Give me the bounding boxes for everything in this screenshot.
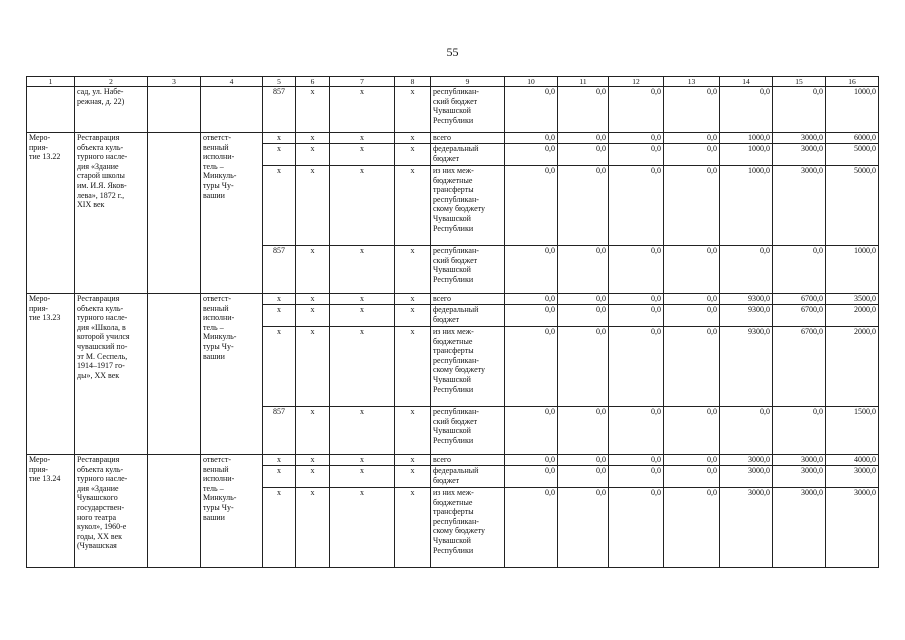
value-cell: 3500,0 bbox=[826, 294, 879, 305]
code-cell: х bbox=[296, 327, 330, 407]
executor-cell: ответст- венный исполни- тель – Минкуль- туры Чу- вашии bbox=[201, 455, 263, 568]
code-cell: 857 bbox=[263, 407, 296, 455]
measure-cell: Меро- прия- тие 13.23 bbox=[27, 294, 75, 455]
code-cell: х bbox=[330, 166, 395, 246]
value-cell: 0,0 bbox=[558, 455, 609, 466]
value-cell: 0,0 bbox=[664, 455, 720, 466]
funding-source-cell: из них меж- бюджетные трансферты республикан- скому бюджету Чувашской Республики bbox=[431, 488, 505, 568]
column-header: 14 bbox=[720, 77, 773, 87]
code-cell: х bbox=[395, 407, 431, 455]
funding-source-cell: республикан- ский бюджет Чувашской Республики bbox=[431, 246, 505, 294]
object-name-cell: Реставрация объекта куль- турного насле- дия «Школа, в которой учился чувашский по- эт М. Сеспель, 1914–1917 го- ды», XX век bbox=[75, 294, 148, 455]
column-header: 12 bbox=[609, 77, 664, 87]
value-cell: 3000,0 bbox=[773, 488, 826, 568]
value-cell: 0,0 bbox=[505, 144, 558, 166]
value-cell: 0,0 bbox=[609, 305, 664, 327]
value-cell: 0,0 bbox=[558, 144, 609, 166]
value-cell: 0,0 bbox=[558, 246, 609, 294]
funding-source-cell: всего bbox=[431, 294, 505, 305]
empty-cell bbox=[148, 87, 201, 133]
code-cell: х bbox=[263, 133, 296, 144]
code-cell: х bbox=[296, 246, 330, 294]
code-cell: х bbox=[330, 246, 395, 294]
value-cell: 0,0 bbox=[773, 407, 826, 455]
code-cell: х bbox=[296, 144, 330, 166]
empty-cell bbox=[148, 133, 201, 294]
value-cell: 0,0 bbox=[664, 466, 720, 488]
value-cell: 6000,0 bbox=[826, 133, 879, 144]
value-cell: 0,0 bbox=[558, 407, 609, 455]
code-cell: х bbox=[296, 455, 330, 466]
value-cell: 3000,0 bbox=[826, 488, 879, 568]
value-cell: 5000,0 bbox=[826, 144, 879, 166]
value-cell: 0,0 bbox=[664, 327, 720, 407]
value-cell: 0,0 bbox=[505, 246, 558, 294]
column-header: 6 bbox=[296, 77, 330, 87]
code-cell: х bbox=[395, 87, 431, 133]
value-cell: 1000,0 bbox=[720, 144, 773, 166]
value-cell: 0,0 bbox=[609, 407, 664, 455]
code-cell: х bbox=[395, 144, 431, 166]
column-header: 3 bbox=[148, 77, 201, 87]
column-header: 16 bbox=[826, 77, 879, 87]
code-cell: 857 bbox=[263, 87, 296, 133]
executor-cell: ответст- венный исполни- тель – Минкуль- туры Чу- вашии bbox=[201, 133, 263, 294]
funding-source-cell: федеральный бюджет bbox=[431, 466, 505, 488]
value-cell: 0,0 bbox=[505, 466, 558, 488]
column-header: 7 bbox=[330, 77, 395, 87]
code-cell: х bbox=[263, 327, 296, 407]
code-cell: х bbox=[296, 466, 330, 488]
funding-source-cell: федеральный бюджет bbox=[431, 305, 505, 327]
value-cell: 0,0 bbox=[609, 144, 664, 166]
value-cell: 0,0 bbox=[609, 166, 664, 246]
code-cell: х bbox=[330, 144, 395, 166]
value-cell: 6700,0 bbox=[773, 294, 826, 305]
value-cell: 0,0 bbox=[664, 144, 720, 166]
code-cell: 857 bbox=[263, 246, 296, 294]
value-cell: 0,0 bbox=[505, 327, 558, 407]
value-cell: 0,0 bbox=[505, 166, 558, 246]
code-cell: х bbox=[263, 488, 296, 568]
value-cell: 0,0 bbox=[505, 455, 558, 466]
funding-source-cell: всего bbox=[431, 133, 505, 144]
value-cell: 0,0 bbox=[720, 407, 773, 455]
value-cell: 0,0 bbox=[609, 246, 664, 294]
code-cell: х bbox=[330, 133, 395, 144]
code-cell: х bbox=[330, 87, 395, 133]
value-cell: 1000,0 bbox=[826, 87, 879, 133]
code-cell: х bbox=[395, 166, 431, 246]
value-cell: 9300,0 bbox=[720, 327, 773, 407]
empty-cell bbox=[148, 455, 201, 568]
column-header: 8 bbox=[395, 77, 431, 87]
value-cell: 0,0 bbox=[505, 133, 558, 144]
value-cell: 0,0 bbox=[664, 166, 720, 246]
value-cell: 0,0 bbox=[609, 133, 664, 144]
value-cell: 0,0 bbox=[664, 87, 720, 133]
code-cell: х bbox=[263, 144, 296, 166]
budget-table bbox=[26, 76, 879, 568]
value-cell: 0,0 bbox=[558, 488, 609, 568]
executor-cell bbox=[201, 87, 263, 133]
value-cell: 0,0 bbox=[664, 246, 720, 294]
value-cell: 0,0 bbox=[558, 166, 609, 246]
value-cell: 3000,0 bbox=[720, 455, 773, 466]
measure-cell bbox=[27, 87, 75, 133]
column-number-row bbox=[27, 77, 879, 87]
code-cell: х bbox=[330, 294, 395, 305]
value-cell: 3000,0 bbox=[826, 466, 879, 488]
empty-cell bbox=[148, 294, 201, 455]
column-header: 2 bbox=[75, 77, 148, 87]
value-cell: 0,0 bbox=[558, 305, 609, 327]
value-cell: 0,0 bbox=[558, 466, 609, 488]
table-row bbox=[27, 87, 879, 133]
value-cell: 3000,0 bbox=[773, 166, 826, 246]
code-cell: х bbox=[330, 466, 395, 488]
value-cell: 0,0 bbox=[664, 305, 720, 327]
code-cell: х bbox=[395, 466, 431, 488]
code-cell: х bbox=[395, 455, 431, 466]
code-cell: х bbox=[296, 166, 330, 246]
funding-source-cell: республикан- ский бюджет Чувашской Республики bbox=[431, 87, 505, 133]
code-cell: х bbox=[296, 133, 330, 144]
value-cell: 2000,0 bbox=[826, 327, 879, 407]
code-cell: х bbox=[263, 455, 296, 466]
measure-cell: Меро- прия- тие 13.22 bbox=[27, 133, 75, 294]
value-cell: 3000,0 bbox=[720, 488, 773, 568]
column-header: 5 bbox=[263, 77, 296, 87]
column-header: 10 bbox=[505, 77, 558, 87]
value-cell: 6700,0 bbox=[773, 305, 826, 327]
code-cell: х bbox=[395, 133, 431, 144]
page-number: 55 bbox=[446, 45, 459, 59]
value-cell: 0,0 bbox=[609, 455, 664, 466]
table-row bbox=[27, 133, 879, 144]
value-cell: 2000,0 bbox=[826, 305, 879, 327]
value-cell: 0,0 bbox=[505, 87, 558, 133]
code-cell: х bbox=[263, 294, 296, 305]
value-cell: 0,0 bbox=[609, 488, 664, 568]
code-cell: х bbox=[330, 407, 395, 455]
code-cell: х bbox=[296, 488, 330, 568]
value-cell: 0,0 bbox=[505, 407, 558, 455]
object-name-cell: Реставрация объекта куль- турного насле- дия «Здание Чувашского государствен- ного театра кукол», 1960-е годы, XX век (Чувашская bbox=[75, 455, 148, 568]
table-body bbox=[27, 77, 879, 568]
value-cell: 3000,0 bbox=[773, 455, 826, 466]
code-cell: х bbox=[263, 466, 296, 488]
value-cell: 3000,0 bbox=[720, 466, 773, 488]
code-cell: х bbox=[296, 305, 330, 327]
object-name-cell: сад, ул. Набе- режная, д. 22) bbox=[75, 87, 148, 133]
value-cell: 0,0 bbox=[720, 87, 773, 133]
column-header: 9 bbox=[431, 77, 505, 87]
value-cell: 3000,0 bbox=[773, 466, 826, 488]
object-name-cell: Реставрация объекта куль- турного насле- дия «Здание старой школы им. И.Я. Яков- лева», 1872 г., XIX век bbox=[75, 133, 148, 294]
value-cell: 9300,0 bbox=[720, 305, 773, 327]
funding-source-cell: всего bbox=[431, 455, 505, 466]
code-cell: х bbox=[330, 327, 395, 407]
value-cell: 6700,0 bbox=[773, 327, 826, 407]
funding-source-cell: федеральный бюджет bbox=[431, 144, 505, 166]
value-cell: 9300,0 bbox=[720, 294, 773, 305]
table-row bbox=[27, 294, 879, 305]
value-cell: 0,0 bbox=[609, 466, 664, 488]
value-cell: 0,0 bbox=[558, 87, 609, 133]
funding-source-cell: из них меж- бюджетные трансферты республикан- скому бюджету Чувашской Республики bbox=[431, 327, 505, 407]
value-cell: 0,0 bbox=[664, 488, 720, 568]
code-cell: х bbox=[395, 305, 431, 327]
table-row bbox=[27, 455, 879, 466]
value-cell: 3000,0 bbox=[773, 133, 826, 144]
code-cell: х bbox=[296, 407, 330, 455]
value-cell: 1500,0 bbox=[826, 407, 879, 455]
column-header: 13 bbox=[664, 77, 720, 87]
funding-source-cell: из них меж- бюджетные трансферты республикан- скому бюджету Чувашской Республики bbox=[431, 166, 505, 246]
value-cell: 0,0 bbox=[505, 294, 558, 305]
code-cell: х bbox=[296, 87, 330, 133]
value-cell: 0,0 bbox=[773, 246, 826, 294]
value-cell: 5000,0 bbox=[826, 166, 879, 246]
funding-source-cell: республикан- ский бюджет Чувашской Республики bbox=[431, 407, 505, 455]
value-cell: 0,0 bbox=[664, 407, 720, 455]
column-header: 11 bbox=[558, 77, 609, 87]
column-header: 1 bbox=[27, 77, 75, 87]
value-cell: 1000,0 bbox=[720, 166, 773, 246]
value-cell: 3000,0 bbox=[773, 144, 826, 166]
column-header: 15 bbox=[773, 77, 826, 87]
measure-cell: Меро- прия- тие 13.24 bbox=[27, 455, 75, 568]
code-cell: х bbox=[263, 305, 296, 327]
value-cell: 1000,0 bbox=[720, 133, 773, 144]
code-cell: х bbox=[296, 294, 330, 305]
value-cell: 0,0 bbox=[558, 294, 609, 305]
code-cell: х bbox=[395, 488, 431, 568]
value-cell: 0,0 bbox=[609, 294, 664, 305]
value-cell: 0,0 bbox=[558, 133, 609, 144]
value-cell: 0,0 bbox=[609, 327, 664, 407]
column-header: 4 bbox=[201, 77, 263, 87]
value-cell: 1000,0 bbox=[826, 246, 879, 294]
code-cell: х bbox=[330, 305, 395, 327]
value-cell: 0,0 bbox=[558, 327, 609, 407]
value-cell: 0,0 bbox=[609, 87, 664, 133]
value-cell: 0,0 bbox=[505, 305, 558, 327]
value-cell: 0,0 bbox=[664, 133, 720, 144]
code-cell: х bbox=[395, 294, 431, 305]
value-cell: 0,0 bbox=[773, 87, 826, 133]
code-cell: х bbox=[330, 455, 395, 466]
code-cell: х bbox=[395, 327, 431, 407]
code-cell: х bbox=[395, 246, 431, 294]
code-cell: х bbox=[330, 488, 395, 568]
executor-cell: ответст- венный исполни- тель – Минкуль- туры Чу- вашии bbox=[201, 294, 263, 455]
value-cell: 0,0 bbox=[664, 294, 720, 305]
code-cell: х bbox=[263, 166, 296, 246]
value-cell: 0,0 bbox=[720, 246, 773, 294]
value-cell: 4000,0 bbox=[826, 455, 879, 466]
value-cell: 0,0 bbox=[505, 488, 558, 568]
